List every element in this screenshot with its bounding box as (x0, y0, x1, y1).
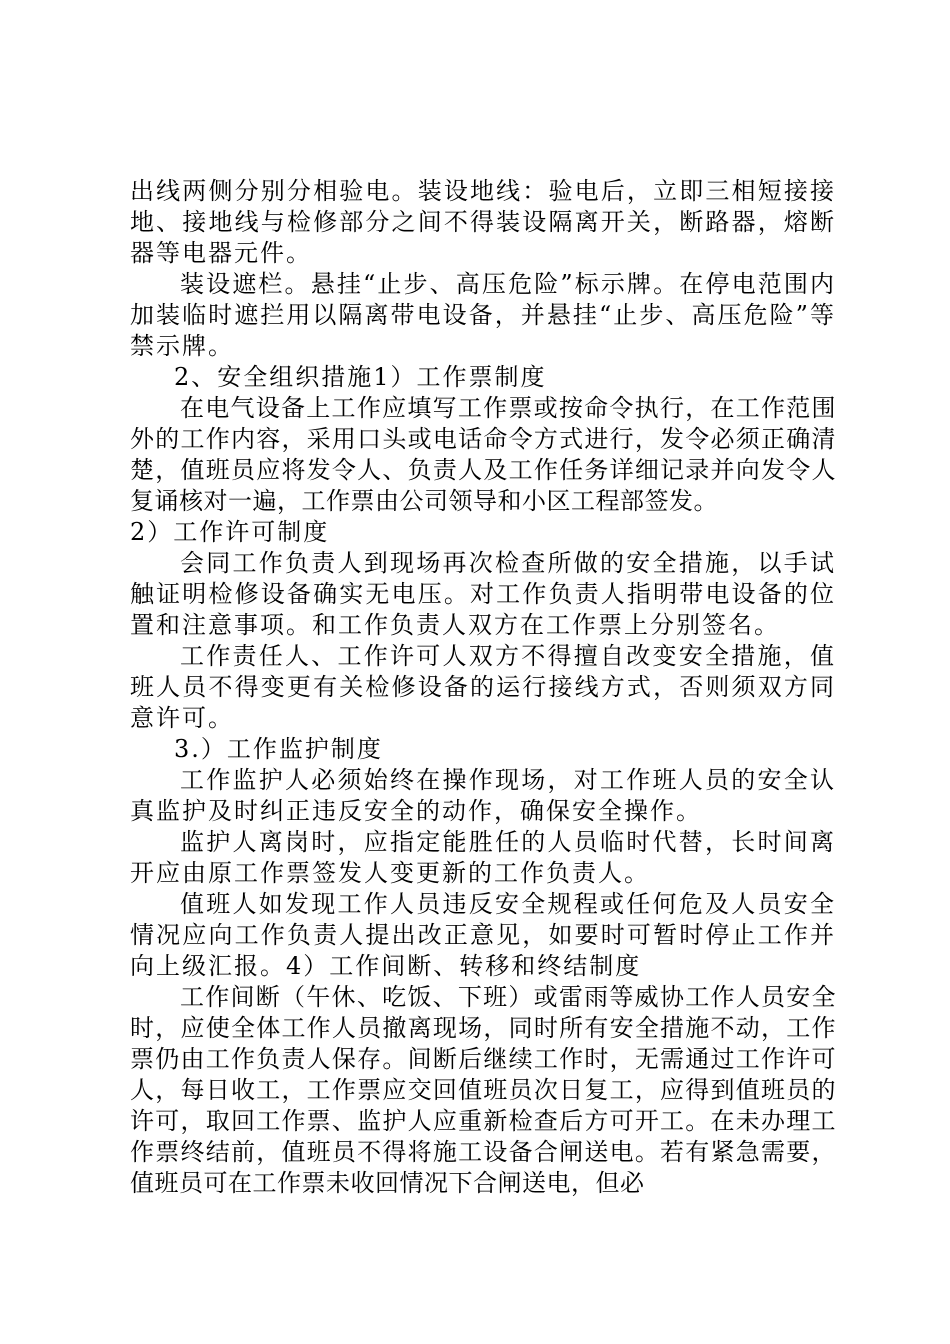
paragraph-work-ticket: 在电气设备上工作应填写工作票或按命令执行，在工作范围外的工作内容，采用口头或电话命令方式进行，发令必须正确清楚，值班员应将发令人、负责人及工作任务详细记录并向发令人复诵核对一遍，工作票由公司领导和小区工程部签发。 (130, 394, 836, 515)
document-page (130, 176, 836, 1199)
paragraph-1: 出线两侧分别分相验电。装设地线：验电后，立即三相短接接地、接地线与检修部分之间不得装设隔离开关，断路器，熔断器等电器元件。 (130, 177, 836, 267)
paragraph-supervision-3: 值班人如发现工作人员违反安全规程或任何危及人员安全情况应向工作负责人提出改正意见，如要时可暂时停止工作并向上级汇报。4）工作间断、转移和终结制度 (130, 890, 836, 980)
section-heading-work-permit: 2）工作许可制度 (130, 518, 330, 546)
paragraph-2: 装设遮栏。悬挂“止步、高压危险”标示牌。在停电范围内加装临时遮拦用以隔离带电设备，并悬挂“止步、高压危险”等禁示牌。 (130, 270, 836, 360)
paragraph-work-interruption: 工作间断（午休、吃饭、下班）或雷雨等威协工作人员安全时，应使全体工作人员撤离现场，同时所有安全措施不动，工作票仍由工作负责人保存。间断后继续工作时，无需通过工作许可人，每日收工，工作票应交回值班员次日复工，应得到值班员的许可，取回工作票、监护人应重新检查后方可开工。在未办理工作票终结前，值班员不得将施工设备合闸送电。若有紧急需要，值班员可在工作票未收回情况下合闸送电，但必 (130, 983, 836, 1197)
section-heading-safety-organization: 2、安全组织措施1）工作票制度 (174, 363, 547, 391)
paragraph-work-permit-1: 会同工作负责人到现场再次检查所做的安全措施，以手试触证明检修设备确实无电压。对工作负责人指明带电设备的位置和注意事项。和工作负责人双方在工作票上分别签名。 (130, 549, 836, 639)
paragraph-work-permit-2: 工作责任人、工作许可人双方不得擅自改变安全措施，值班人员不得变更有关检修设备的运行接线方式，否则须双方同意许可。 (130, 642, 836, 732)
paragraph-supervision-1: 工作监护人必须始终在操作现场，对工作班人员的安全认真监护及时纠正违反安全的动作，确保安全操作。 (130, 766, 836, 825)
paragraph-supervision-2: 监护人离岗时，应指定能胜任的人员临时代替，长时间离开应由原工作票签发人变更新的工作负责人。 (130, 828, 836, 887)
section-heading-work-supervision: 3.）工作监护制度 (174, 735, 383, 763)
